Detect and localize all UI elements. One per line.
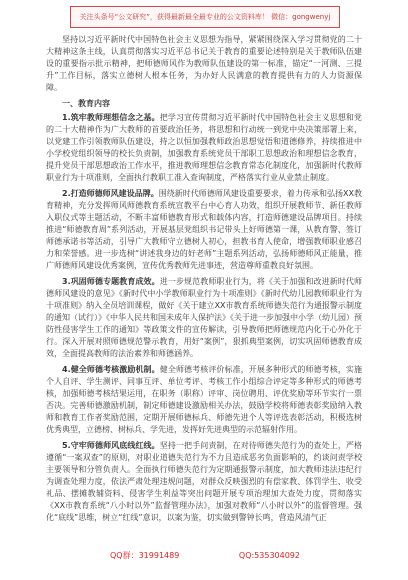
item-paragraph xyxy=(46,112,362,184)
item-text: 围绕新时代师德师风建设重要要求，着力传承和弘扬XX教育精神，充分发挥师风师德教育系统宣教平台中心育人功效，组织开展教师节、新任教师入职仪式等主题活动，不断丰富师德教育形式和载体内容，打造师德建设品牌项目。持续推进“师德教育周”系列活动，开展基层党组织书记带头上好师德第一课，从教育警、签订师德承诺书等活动，引导广大教师守立德树人初心，担教书育人使命，增强教师职业感召力和荣誉感。进一步选树“讲述我身边的好老师”主题系列活动，弘扬师德师风正能量，推广师德师风建设优秀案例，宣传优秀教师先进事迹，营造尊师重教良好氛围。 xyxy=(46,189,362,270)
banner-text: 关注头条号“公文研究”，获得最新最全最专业的公文资料库！ 微信：gongwenyj xyxy=(79,13,331,21)
item-paragraph xyxy=(46,188,362,272)
item-text: 把学习宣传贯彻习近平新时代中国特色社会主义思想和党的二十大精神作为广大教师的首要政治任务，将思想和行动统一到党中央决策部署上来，以党建工作引领教师队伍建设，持之以恒加强教师政治思想觉悟和道德修养，持续推进中小学校党组织领导的校长负责制，加强教育系统党员干部职工思想政治和理想信念教育，提升党员干部思想政治工作水平，推进教师理想信念教育常态化制度化，加强新时代教师职业行为十项准则，全面执行教职工准入查询制度，严格落实行业从业禁止制度。 xyxy=(46,113,363,182)
item-text: 健全师德考核评价标准，开展多种形式的师德考核，实施个人自评、学生测评、同事互评、单位考评、考核工作小组综合评定等多种形式的师德考核，加强师德考核结果运用，在职务（职称）评审、岗位聘用、评优奖励等环节实行一票否决。完善师德激励机制，制定师德建设激励相关办法，鼓励学校将师德表彰奖励纳入教师和教育工作者奖励范围，定期开展师德标兵、师德先进个人等评选表彰活动，积极选树优秀典型，立德榜、树标兵、学先进，发挥好先进典型的示范辐射作用。 xyxy=(46,365,363,434)
item-lead: 2.打造师德师风建设品牌。 xyxy=(62,189,159,198)
qq-group-text: QQ群：31991489 xyxy=(110,550,180,560)
footer-contacts xyxy=(110,548,300,562)
top-banner xyxy=(70,6,340,28)
intro-paragraph: 坚持以习近平新时代中国特色社会主义思想为指导，紧紧围绕深入学习贯彻党的二十大精神这条主线，认真贯彻落实习近平总书记关于教育的重要论述特别是关于教师队伍建设的重要指示批示精神，把师德师风作为教师队伍建设的第一标准，锚定“一河测、三提升”工作目标，落实立德树人根本任务，为办好人民满意的教育提供有力的人力资源保障。 xyxy=(46,35,362,92)
item-paragraph xyxy=(46,276,362,360)
item-text: 坚持一把手问责制，在对待师德失范行为的查处上，严格遵循“一案双查”的原则，对职业道德失范行为不力且造成恶劣负面影响的，约谈问责学校主要领导和分管负责人。全面执行师德失范行为定期通报警示制度，加大教师违法违纪行为调查处理力度，依法严肃处理违规问题，对群众反映强烈的有偿家教、体罚学生、收受礼品、摆摊教辅资料、侵害学生利益等突出问题开展专项治理加大查处力度，贯彻落实《XX市教育系统“八小时以外”监督管理办法》，加强对教师“八小时以外”的监督管理。强化“底线”思维，树立“红线”意识，以案为鉴，切实做到警钟长鸣，营造风清气正 xyxy=(46,441,363,522)
item-paragraph xyxy=(46,440,362,524)
item-lead: 3.巩固师德专题教育成效。 xyxy=(62,277,160,286)
item-lead: 5.守牢师德师风底线红线。 xyxy=(62,441,160,450)
item-lead: 1.筑牢教师理想信念之基。 xyxy=(62,113,160,122)
section-title: 一、教育内容 xyxy=(62,99,110,108)
item-paragraph xyxy=(46,364,362,436)
qq-text: QQ:535304092 xyxy=(238,550,300,560)
document-body xyxy=(46,34,362,540)
item-text: 进一步规范教师职业行为，将《关于加强和改进新时代师德师风建设的意见》《新时代中小学教师职业行为十项准则》《新时代幼儿园教师职业行为十项准则》纳入全员培训课程，做好《关于建立XX市教育系统师德失范行为通报警示制度的通知（试行）》《中华人民共和国未成年人保护法》《关于进一步加强中小学（幼儿园）预防性侵害学生工作的通知》等政策文件的宣传解读，引导教师把师德规范内化于心外化于行。深入开展对照师德规范警示教育，用好“案例”，狠抓典型案例，切实巩固师德教育成效，全面提高教师的法治素养和师德涵养。 xyxy=(46,277,363,358)
item-lead: 4.健全师德考核激励机制。 xyxy=(62,365,160,374)
